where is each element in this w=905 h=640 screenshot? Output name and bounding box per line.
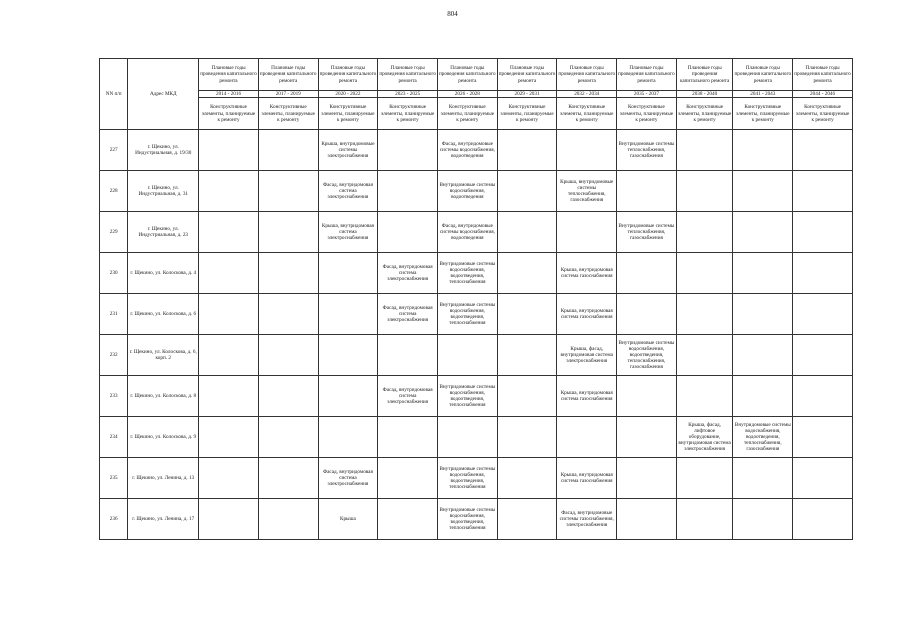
- repair-elements-cell: [497, 171, 557, 212]
- repair-elements-cell: [437, 417, 497, 458]
- repair-elements-cell: [199, 294, 259, 335]
- header-elements-label: Конструктивные элементы, планируемые к ремонту: [557, 98, 617, 130]
- repair-elements-cell: [199, 458, 259, 499]
- repair-elements-cell: Крыша, внутридомовая система газоснабжения: [557, 253, 617, 294]
- table-row: [100, 376, 853, 417]
- header-period-label: Плановые годы проведения капитального ремонта: [497, 59, 557, 91]
- row-address: г. Щекино, ул. Колоскова, д. 6, корп. 2: [128, 335, 199, 376]
- repair-elements-cell: [793, 335, 853, 376]
- repair-elements-cell: [199, 212, 259, 253]
- repair-elements-cell: [258, 499, 318, 540]
- header-address: Адрес МКД: [128, 59, 199, 130]
- repair-elements-cell: [793, 171, 853, 212]
- repair-elements-cell: Фасад, внутридомовые системы водоснабжения, водоотведения: [437, 130, 497, 171]
- repair-elements-cell: [676, 499, 733, 540]
- header-period-label: Плановые годы проведения капитального ремонта: [378, 59, 438, 91]
- repair-elements-cell: [199, 499, 259, 540]
- page-number: 804: [447, 10, 458, 18]
- header-elements-label: Конструктивные элементы, планируемые к ремонту: [437, 98, 497, 130]
- row-address: г. Щекино, ул. Ленина, д. 17: [128, 499, 199, 540]
- repair-elements-cell: [497, 130, 557, 171]
- repair-elements-cell: [617, 294, 677, 335]
- repair-elements-cell: Внутридомовые системы водоснабжения, водоотведения, теплоснабжения: [437, 458, 497, 499]
- repair-elements-cell: Крыша, внутридомовая система газоснабжения: [557, 376, 617, 417]
- header-period-label: Плановые годы проведения капитального ремонта: [793, 59, 853, 91]
- repair-elements-cell: Крыша, внутридомовые системы теплоснабжения, газоснабжения: [557, 171, 617, 212]
- repair-elements-cell: [378, 499, 438, 540]
- repair-elements-cell: Фасад, внутридомовые системы водоснабжения, водоотведения: [437, 212, 497, 253]
- repair-elements-cell: [617, 376, 677, 417]
- repair-elements-cell: [378, 417, 438, 458]
- header-period-label: Плановые годы проведения капитального ремонта: [318, 59, 378, 91]
- table-row: [100, 458, 853, 499]
- repair-elements-cell: [199, 130, 259, 171]
- row-number: 227: [100, 130, 128, 171]
- repair-elements-cell: [378, 212, 438, 253]
- repair-elements-cell: [318, 376, 378, 417]
- repair-elements-cell: [318, 253, 378, 294]
- repair-elements-cell: [617, 171, 677, 212]
- repair-elements-cell: Крыша: [318, 499, 378, 540]
- row-address: г. Щекино, ул. Колоскова, д. 6: [128, 294, 199, 335]
- header-period-label: Плановые годы проведения капитального ремонта: [437, 59, 497, 91]
- repair-elements-cell: [733, 294, 793, 335]
- repair-elements-cell: [557, 417, 617, 458]
- repair-elements-cell: [199, 335, 259, 376]
- repair-elements-cell: [497, 499, 557, 540]
- row-number: 235: [100, 458, 128, 499]
- table-row: [100, 335, 853, 376]
- repair-elements-cell: [557, 130, 617, 171]
- repair-elements-cell: [258, 130, 318, 171]
- repair-elements-cell: [199, 376, 259, 417]
- header-nn: NN п/п: [100, 59, 128, 130]
- table-row: [100, 499, 853, 540]
- repair-elements-cell: [733, 458, 793, 499]
- repair-elements-cell: [258, 376, 318, 417]
- row-number: 236: [100, 499, 128, 540]
- repair-elements-cell: [258, 171, 318, 212]
- repair-elements-cell: Крыша, внутридомовая система газоснабжения: [557, 294, 617, 335]
- header-period-label: Плановые годы проведения капитального ремонта: [676, 59, 733, 91]
- repair-elements-cell: [617, 417, 677, 458]
- repair-elements-cell: [318, 294, 378, 335]
- row-number: 228: [100, 171, 128, 212]
- header-period-years: 2026 - 2028: [437, 91, 497, 98]
- repair-elements-cell: [318, 417, 378, 458]
- repair-elements-cell: [676, 171, 733, 212]
- repair-elements-cell: [676, 294, 733, 335]
- repair-elements-cell: [676, 253, 733, 294]
- header-elements-label: Конструктивные элементы, планируемые к ремонту: [676, 98, 733, 130]
- header-period-label: Плановые годы проведения капитального ремонта: [617, 59, 677, 91]
- repair-elements-cell: [378, 458, 438, 499]
- repair-elements-cell: [258, 417, 318, 458]
- repair-elements-cell: [497, 335, 557, 376]
- repair-elements-cell: [793, 499, 853, 540]
- repair-elements-cell: [676, 458, 733, 499]
- header-period-years: 2020 - 2022: [318, 91, 378, 98]
- table-row: [100, 294, 853, 335]
- repair-elements-cell: [733, 212, 793, 253]
- repair-elements-cell: Внутридомовые системы теплоснабжения, газоснабжения: [617, 130, 677, 171]
- repair-elements-cell: [557, 212, 617, 253]
- row-number: 231: [100, 294, 128, 335]
- repair-elements-cell: [793, 458, 853, 499]
- table-row: [100, 212, 853, 253]
- row-number: 230: [100, 253, 128, 294]
- repair-schedule-table: [99, 58, 853, 540]
- row-address: г. Щекино, ул. Колоскова, д. 8: [128, 376, 199, 417]
- repair-elements-cell: Внутридомовые системы водоснабжения, водоотведения, теплоснабжения: [437, 499, 497, 540]
- repair-elements-cell: [437, 335, 497, 376]
- repair-elements-cell: [676, 335, 733, 376]
- repair-elements-cell: Внутридомовые системы водоснабжения, водоотведения, теплоснабжения: [437, 294, 497, 335]
- repair-elements-cell: [497, 376, 557, 417]
- row-address: г. Щекино, ул. Индустриальная, д. 19/30: [128, 130, 199, 171]
- repair-elements-cell: [318, 335, 378, 376]
- repair-elements-cell: [733, 499, 793, 540]
- repair-elements-cell: [733, 335, 793, 376]
- header-elements-label: Конструктивные элементы, планируемые к ремонту: [318, 98, 378, 130]
- repair-elements-cell: Внутридомовые системы водоснабжения, водоотведения: [437, 171, 497, 212]
- repair-elements-cell: [258, 335, 318, 376]
- header-period-years: 2023 - 2025: [378, 91, 438, 98]
- repair-elements-cell: Внутридомовые системы теплоснабжения, газоснабжения: [617, 212, 677, 253]
- repair-elements-cell: [258, 212, 318, 253]
- header-elements-label: Конструктивные элементы, планируемые к ремонту: [199, 98, 259, 130]
- repair-elements-cell: [258, 458, 318, 499]
- row-number: 229: [100, 212, 128, 253]
- header-period-years: 2029 - 2031: [497, 91, 557, 98]
- repair-elements-cell: [793, 376, 853, 417]
- row-number: 234: [100, 417, 128, 458]
- repair-elements-cell: [676, 212, 733, 253]
- repair-elements-cell: [378, 130, 438, 171]
- repair-elements-cell: [497, 253, 557, 294]
- row-number: 233: [100, 376, 128, 417]
- repair-elements-cell: Фасад, внутридомовая система электроснабжения: [378, 376, 438, 417]
- repair-elements-cell: [793, 417, 853, 458]
- repair-elements-cell: [793, 253, 853, 294]
- repair-elements-cell: [793, 212, 853, 253]
- header-period-years: 2041 - 2043: [733, 91, 793, 98]
- repair-elements-cell: [793, 294, 853, 335]
- header-period-label: Плановые годы проведения капитального ремонта: [557, 59, 617, 91]
- header-elements-label: Конструктивные элементы, планируемые к ремонту: [378, 98, 438, 130]
- header-period-label: Плановые годы проведения капитального ремонта: [733, 59, 793, 91]
- repair-elements-cell: Крыша, внутридомовые системы электроснабжения: [318, 130, 378, 171]
- repair-elements-cell: [258, 294, 318, 335]
- repair-elements-cell: [733, 253, 793, 294]
- table-row: [100, 130, 853, 171]
- row-address: г. Щекино, ул. Индустриальная, д. 31: [128, 171, 199, 212]
- repair-elements-cell: [793, 130, 853, 171]
- row-number: 232: [100, 335, 128, 376]
- repair-elements-cell: [733, 376, 793, 417]
- repair-elements-cell: Внутридомовые системы водоснабжения, водоотведения, теплоснабжения: [437, 376, 497, 417]
- repair-elements-cell: [199, 253, 259, 294]
- repair-elements-cell: [617, 253, 677, 294]
- row-address: г. Щекино, ул. Ленина, д. 13: [128, 458, 199, 499]
- row-address: г. Щекино, ул. Колоскова, д. 4: [128, 253, 199, 294]
- repair-elements-cell: [617, 499, 677, 540]
- repair-elements-cell: [497, 417, 557, 458]
- repair-elements-cell: [676, 376, 733, 417]
- repair-elements-cell: Фасад, внутридомовая система электроснабжения: [378, 253, 438, 294]
- repair-elements-cell: Внутридомовые системы водоснабжения, водоотведения, теплоснабжения, газоснабжения: [733, 417, 793, 458]
- repair-elements-cell: Крыша, внутридомовая система электроснабжения: [318, 212, 378, 253]
- repair-elements-cell: [497, 458, 557, 499]
- repair-elements-cell: [497, 294, 557, 335]
- repair-elements-cell: Фасад, внутридомовая система электроснабжения: [378, 294, 438, 335]
- repair-elements-cell: [733, 171, 793, 212]
- repair-elements-cell: Крыша, фасад, лифтовое оборудование, внутридомовая система электроснабжения: [676, 417, 733, 458]
- repair-elements-cell: [199, 417, 259, 458]
- repair-elements-cell: [676, 130, 733, 171]
- repair-elements-cell: [378, 171, 438, 212]
- repair-elements-cell: [733, 130, 793, 171]
- header-elements-label: Конструктивные элементы, планируемые к ремонту: [617, 98, 677, 130]
- repair-elements-cell: [497, 212, 557, 253]
- header-period-years: 2035 - 2037: [617, 91, 677, 98]
- repair-elements-cell: [617, 458, 677, 499]
- repair-elements-cell: Фасад, внутридомовые системы газоснабжения, электроснабжения: [557, 499, 617, 540]
- row-address: г. Щекино, ул. Колоскова, д. 9: [128, 417, 199, 458]
- repair-elements-cell: Фасад, внутридомовая система электроснабжения: [318, 458, 378, 499]
- header-elements-label: Конструктивные элементы, планируемые к ремонту: [793, 98, 853, 130]
- table-row: [100, 417, 853, 458]
- header-period-label: Плановые годы проведения капитального ремонта: [199, 59, 259, 91]
- header-elements-label: Конструктивные элементы, планируемые к ремонту: [497, 98, 557, 130]
- header-elements-label: Конструктивные элементы, планируемые к ремонту: [733, 98, 793, 130]
- repair-elements-cell: Внутридомовые системы водоснабжения, водоотведения, теплоснабжения, газоснабжения: [617, 335, 677, 376]
- repair-elements-cell: Внутридомовые системы водоснабжения, водоотведения, теплоснабжения: [437, 253, 497, 294]
- repair-elements-cell: Фасад, внутридомовая система электроснабжения: [318, 171, 378, 212]
- table-row: [100, 253, 853, 294]
- header-elements-label: Конструктивные элементы, планируемые к ремонту: [258, 98, 318, 130]
- repair-elements-cell: Крыша, фасад, внутридомовая система электроснабжения: [557, 335, 617, 376]
- repair-elements-cell: Крыша, внутридомовая система газоснабжения: [557, 458, 617, 499]
- repair-elements-cell: [258, 253, 318, 294]
- repair-elements-cell: [378, 335, 438, 376]
- header-period-years: 2038 - 2040: [676, 91, 733, 98]
- header-period-years: 2017 - 2019: [258, 91, 318, 98]
- header-period-label: Плановые годы проведения капитального ремонта: [258, 59, 318, 91]
- header-period-years: 2032 - 2034: [557, 91, 617, 98]
- table-row: [100, 171, 853, 212]
- row-address: г. Щекино, ул. Индустриальная, д. 23: [128, 212, 199, 253]
- header-period-years: 2014 - 2016: [199, 91, 259, 98]
- repair-elements-cell: [199, 171, 259, 212]
- header-period-years: 2044 - 2046: [793, 91, 853, 98]
